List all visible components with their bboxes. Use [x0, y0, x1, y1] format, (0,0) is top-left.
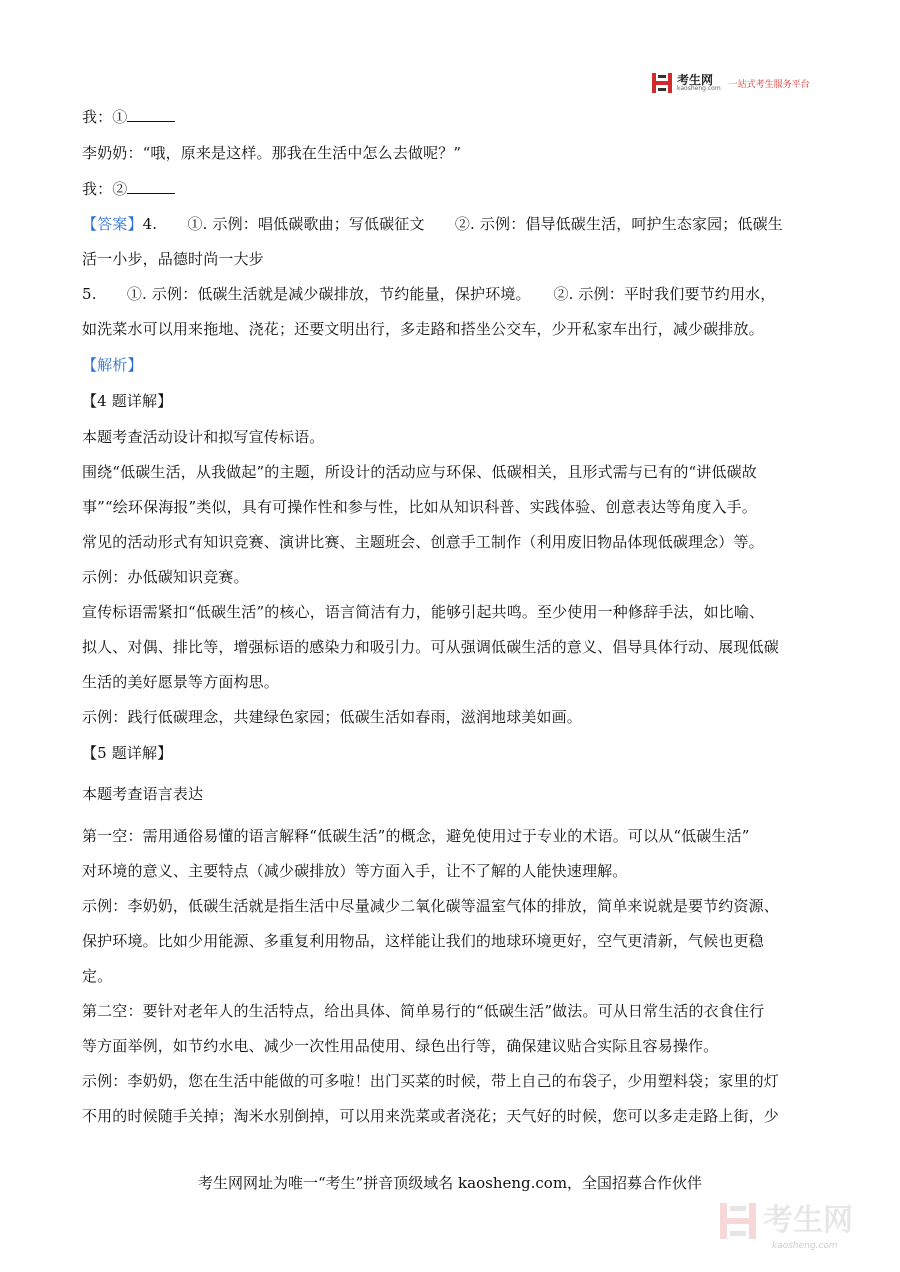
- line-text: 宣传标语需紧扣“低碳生活”的核心，语言简洁有力，能够引起共鸣。至少使用一种修辞手法，如比喻、: [82, 603, 765, 621]
- page-footer: 考生网网址为唯一“考生”拼音顶级域名 kaosheng.com，全国招募合作伙伴: [197, 1174, 703, 1192]
- line-text: 【4 题详解】: [82, 392, 173, 410]
- line-text: 本题考查活动设计和拟写宣传标语。: [82, 428, 325, 446]
- line-text: 事”“绘环保海报”类似，具有可操作性和参与性，比如从知识科普、实践体验、创意表达等角度入手。: [82, 498, 757, 516]
- text-line: [82, 637, 779, 657]
- text-line: [82, 179, 175, 199]
- line-text: 围绕“低碳生活，从我做起”的主题，所设计的活动应与环保、低碳相关，且形式需与已有的“讲低碳故: [82, 463, 757, 481]
- line-text: 如洗菜水可以用来拖地、浇花；还要文明出行，多走路和搭坐公交车，少开私家车出行，减少碳排放。: [82, 320, 764, 338]
- text-line: [82, 931, 764, 951]
- logo-domain: kaosheng.com: [677, 85, 721, 92]
- text-line: [82, 1106, 779, 1126]
- text-line: [82, 284, 775, 304]
- line-text: 示例：办低碳知识竞赛。: [82, 568, 249, 586]
- watermark-logo-icon: [719, 1201, 757, 1241]
- line-text: 第二空：要针对老年人的生活特点，给出具体、简单易行的“低碳生活”做法。可从日常生活的衣食住行: [82, 1002, 765, 1020]
- line-text: 拟人、对偶、排比等，增强标语的感染力和吸引力。可从强调低碳生活的意义、倡导具体行动、展现低碳: [82, 638, 779, 656]
- line-text: 不用的时候随手关掉；淘米水别倒掉，可以用来洗菜或者浇花；天气好的时候，您可以多走走路上街，少: [82, 1107, 779, 1125]
- text-line: [82, 532, 764, 552]
- text-line: [82, 143, 461, 163]
- text-line: [82, 214, 783, 234]
- line-text: 定。: [82, 967, 113, 985]
- kaosheng-logo-icon: [651, 72, 673, 94]
- line-text: 常见的活动形式有知识竞赛、演讲比赛、主题班会、创意手工制作（利用废旧物品体现低碳理念）等。: [82, 533, 764, 551]
- line-text: 示例：践行低碳理念，共建绿色家园；低碳生活如春雨，滋润地球美如画。: [82, 708, 582, 726]
- line-text: 李奶奶：“哦，原来是这样。那我在生活中怎么去做呢？”: [82, 144, 462, 162]
- text-line: [82, 319, 764, 339]
- header-logo: [651, 72, 821, 94]
- text-line: [82, 672, 279, 692]
- text-line: [82, 107, 175, 127]
- line-text: 5. ①. 示例：低碳生活就是减少碳排放，节约能量，保护环境。 ②. 示例：平时我们要节约用水，: [82, 285, 776, 303]
- line-text: 第一空：需用通俗易懂的语言解释“低碳生活”的概念，避免使用过于专业的术语。可以从“低碳生活”: [82, 827, 750, 845]
- line-text: 对环境的意义、主要特点（减少碳排放）等方面入手，让不了解的人能快速理解。: [82, 862, 628, 880]
- text-line: [82, 602, 764, 622]
- text-line: [82, 427, 324, 447]
- line-prefix: 我：①: [82, 108, 128, 126]
- text-line: [82, 1036, 718, 1056]
- text-line: [82, 861, 627, 881]
- text-line: [82, 567, 249, 587]
- watermark-text: 考生网: [763, 1203, 853, 1238]
- line-text: 4. ①. 示例：唱低碳歌曲；写低碳征文 ②. 示例：倡导低碳生活，呵护生态家园；低碳生: [142, 215, 783, 233]
- logo-slogan: 一站式考生服务平台: [728, 79, 810, 90]
- text-line: [82, 966, 112, 986]
- line-text: 等方面举例，如节约水电、减少一次性用品使用、绿色出行等，确保建议贴合实际且容易操作。: [82, 1037, 719, 1055]
- text-line: [82, 896, 779, 916]
- logo-text: [677, 74, 721, 92]
- text-line: [82, 1071, 779, 1091]
- text-line: [82, 462, 757, 482]
- line-text: 保护环境。比如少用能源、多重复利用物品，这样能让我们的地球环境更好，空气更清新，气候也更稳: [82, 932, 764, 950]
- line-text: 本题考查语言表达: [82, 785, 204, 803]
- text-line: [82, 249, 264, 269]
- text-line: [82, 784, 203, 804]
- answer-blank: [127, 107, 175, 122]
- text-line: [82, 743, 172, 763]
- logo-brand: 考生网: [677, 73, 714, 87]
- line-text: 生活的美好愿景等方面构思。: [82, 673, 279, 691]
- text-line: [82, 826, 750, 846]
- text-line: [82, 391, 172, 411]
- text-line: [82, 355, 143, 375]
- watermark: [719, 1199, 879, 1243]
- line-text: 示例：李奶奶，您在生活中能做的可多啦！出门买菜的时候，带上自己的布袋子，少用塑料袋；家里的灯: [82, 1072, 779, 1090]
- line-text: 【5 题详解】: [82, 744, 173, 762]
- line-prefix: 我：②: [82, 180, 128, 198]
- text-line: [82, 1001, 764, 1021]
- text-line: [82, 707, 582, 727]
- section-tag: 【答案】: [82, 215, 143, 233]
- watermark-domain: kaosheng.com: [772, 1241, 838, 1251]
- section-tag: 【解析】: [82, 356, 143, 374]
- line-text: 示例：李奶奶，低碳生活就是指生活中尽量减少二氧化碳等温室气体的排放，简单来说就是要节约资源、: [82, 897, 779, 915]
- text-line: [82, 497, 757, 517]
- line-text: 活一小步，品德时尚一大步: [82, 250, 264, 268]
- answer-blank: [127, 179, 175, 194]
